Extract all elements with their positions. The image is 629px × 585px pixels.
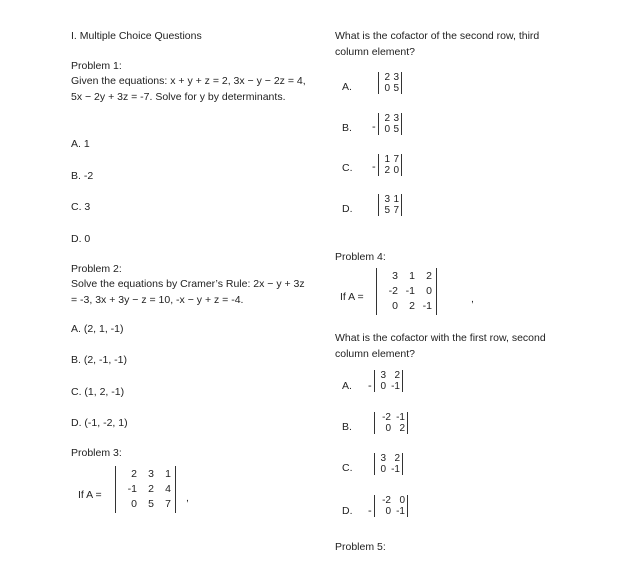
problem-1-option-a[interactable]: A. 1 [71, 138, 90, 150]
matrix-cell: 3 [148, 468, 154, 480]
det-cell: -1 [391, 464, 400, 475]
matrix-cell: 0 [131, 498, 137, 510]
det-cell: 0 [384, 83, 390, 94]
det-cell: 5 [384, 205, 390, 216]
det-cell: 2 [384, 113, 390, 124]
problem-4-title: Problem 4: [335, 251, 386, 263]
det-cell: 2 [394, 370, 400, 381]
det-cell: 3 [393, 113, 399, 124]
matrix-cell: -1 [405, 285, 415, 297]
det-cell: 5 [393, 83, 399, 94]
matrix-cell: -2 [388, 285, 398, 297]
problem-4-option-a-letter[interactable]: A. [342, 380, 352, 392]
problem-3-option-d-det[interactable] [378, 194, 402, 216]
problem-4-if-label: If A = [340, 291, 364, 303]
problem-4-option-b-det[interactable] [374, 412, 408, 434]
problem-2-text: Solve the equations by Cramer’s Rule: 2x − y + 3z = -3, 3x + 3y − z = 10, -x − y + z = -4. [71, 278, 305, 306]
matrix-cell: 2 [409, 300, 415, 312]
problem-1-option-b[interactable]: B. -2 [71, 170, 94, 182]
problem-3-option-b-letter[interactable]: B. [342, 122, 352, 134]
det-cell: 0 [384, 124, 390, 135]
matrix-cell: 0 [426, 285, 432, 297]
det-cell: 0 [399, 495, 405, 506]
problem-3-option-b-det[interactable] [378, 113, 402, 135]
problem-3-matrix [115, 466, 176, 513]
det-cell: 0 [380, 464, 386, 475]
matrix-cell: 5 [148, 498, 154, 510]
problem-4-matrix [376, 268, 437, 315]
problem-2-title: Problem 2: [71, 263, 122, 275]
problem-2-option-d[interactable]: D. (-1, -2, 1) [71, 417, 128, 429]
problem-3-comma: , [186, 492, 189, 504]
det-cell: 0 [385, 423, 391, 434]
det-cell: -1 [391, 381, 400, 392]
sign: - [372, 161, 376, 173]
problem-4-comma: , [471, 293, 474, 305]
problem-2-option-c[interactable]: C. (1, 2, -1) [71, 386, 125, 398]
det-cell: 2 [399, 423, 405, 434]
det-cell: 1 [384, 154, 390, 165]
problem-4-option-d-det[interactable] [374, 495, 408, 517]
det-cell: 3 [393, 72, 399, 83]
problem-4-option-c-letter[interactable]: C. [342, 462, 353, 474]
matrix-cell: 1 [409, 270, 415, 282]
section-title: I. Multiple Choice Questions [71, 30, 202, 42]
det-cell: 0 [393, 165, 399, 176]
det-cell: 2 [384, 72, 390, 83]
matrix-cell: 1 [165, 468, 171, 480]
problem-1-title: Problem 1: [71, 60, 122, 72]
problem-1-text: Given the equations: x + y + z = 2, 3x − y − 2z = 4, 5x − 2y + 3z = -7. Solve for y by determinants. [71, 75, 306, 103]
matrix-cell: 2 [426, 270, 432, 282]
problem-3-title: Problem 3: [71, 447, 122, 459]
matrix-cell: 0 [392, 300, 398, 312]
problem-3-option-c-letter[interactable]: C. [342, 162, 353, 174]
det-cell: 3 [380, 370, 386, 381]
problem-4-question: What is the cofactor with the first row, second column element? [335, 332, 546, 360]
det-cell: 1 [393, 194, 399, 205]
problem-3-option-c-det[interactable] [378, 154, 402, 176]
matrix-cell: 2 [148, 483, 154, 495]
problem-3-option-a-det[interactable] [378, 72, 402, 94]
problem-2-option-b[interactable]: B. (2, -1, -1) [71, 354, 128, 366]
problem-3-option-a-letter[interactable]: A. [342, 81, 352, 93]
problem-2-option-a[interactable]: A. (2, 1, -1) [71, 323, 124, 335]
matrix-cell: -1 [127, 483, 137, 495]
problem-5-title: Problem 5: [335, 541, 386, 553]
matrix-cell: 3 [392, 270, 398, 282]
det-cell: -2 [382, 412, 391, 423]
matrix-cell: 4 [165, 483, 171, 495]
det-cell: 2 [394, 453, 400, 464]
det-cell: 0 [385, 506, 391, 517]
det-cell: 3 [384, 194, 390, 205]
problem-1-option-c[interactable]: C. 3 [71, 201, 91, 213]
problem-1-option-d[interactable]: D. 0 [71, 233, 91, 245]
problem-4-option-c-det[interactable] [374, 453, 403, 475]
det-cell: 0 [380, 381, 386, 392]
problem-3-question: What is the cofactor of the second row, third column element? [335, 30, 540, 58]
det-cell: 2 [384, 165, 390, 176]
det-cell: 5 [393, 124, 399, 135]
det-cell: -1 [396, 412, 405, 423]
matrix-cell: 2 [131, 468, 137, 480]
problem-4-option-a-det[interactable] [374, 370, 403, 392]
matrix-cell: -1 [422, 300, 432, 312]
det-cell: -1 [396, 506, 405, 517]
sign: - [368, 380, 372, 392]
det-cell: -2 [382, 495, 391, 506]
det-cell: 7 [393, 205, 399, 216]
problem-4-option-b-letter[interactable]: B. [342, 421, 352, 433]
matrix-cell: 7 [165, 498, 171, 510]
problem-3-if-label: If A = [78, 489, 102, 501]
det-cell: 3 [380, 453, 386, 464]
det-cell: 7 [393, 154, 399, 165]
problem-3-option-d-letter[interactable]: D. [342, 203, 353, 215]
sign: - [372, 121, 376, 133]
problem-4-option-d-letter[interactable]: D. [342, 505, 353, 517]
sign: - [368, 505, 372, 517]
